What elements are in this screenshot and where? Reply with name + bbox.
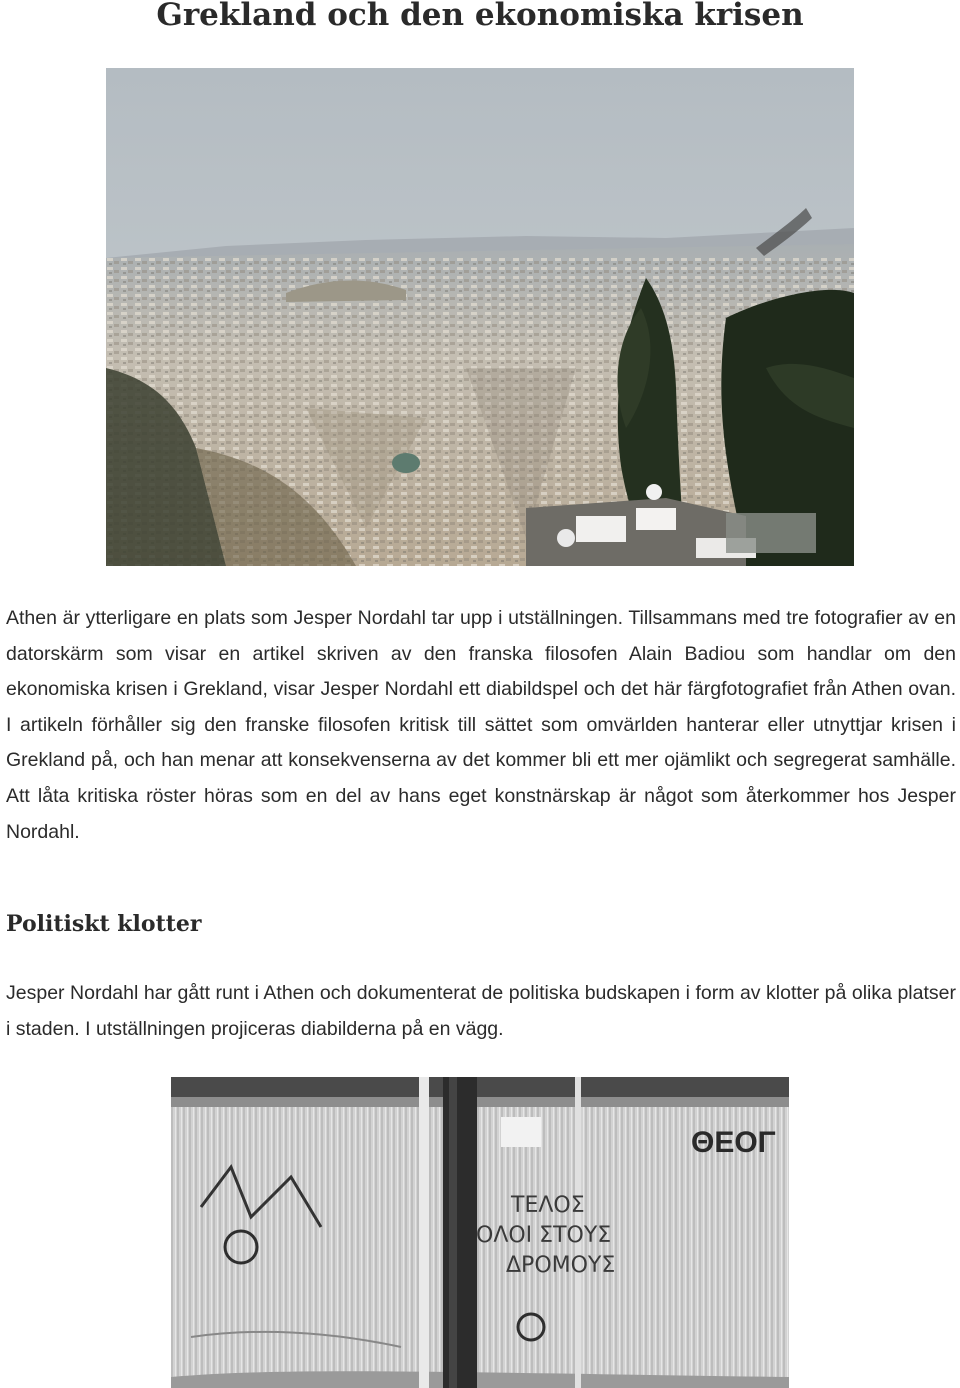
- athens-color-photo: [106, 68, 854, 566]
- section-heading: Politiskt klotter: [6, 911, 202, 937]
- graffiti-tag-theog: ΘΕΟΓ: [691, 1126, 776, 1159]
- paragraph-graffiti: Jesper Nordahl har gått runt i Athen och dokumenterat de politiska budskapen i form av klotter på olika platser i staden. I utställningen projiceras diabilderna på en vägg.: [6, 982, 956, 1040]
- graffiti-photo: [171, 1077, 789, 1388]
- graffiti-tag-oloi: ΟΛΟΙ ΣΤΟΥΣ: [476, 1223, 612, 1248]
- paragraph-athens: Athen är ytterligare en plats som Jesper Nordahl tar upp i utställningen. Tillsammans med tre fotografier av en datorskärm som visar en artikel skriven av den franska filosofen Alain Badiou som handlar om den ekonomiska krisen i Grekland, visar Jesper Nordahl ett diabildspel och det här färgfotografiet från Athen ovan. I artikeln förhåller sig den franske filosofen kritisk till sättet som omvärlden hanterar eller utnyttjar krisen i Grekland på, och han menar att konsekvenserna av det kommer bli ett mer ojämlikt och segregerat samhälle. Att låta kritiska röster höras som en del av hans eget konstnärskap är något som återkommer hos Jesper Nordahl.: [6, 607, 956, 843]
- graffiti-tag-dromous: ΔΡΟΜΟΥΣ: [506, 1253, 616, 1278]
- graffiti-tag-telos: ΤΕΛΟΣ: [511, 1193, 585, 1218]
- page-title: Grekland och den ekonomiska krisen: [156, 0, 804, 33]
